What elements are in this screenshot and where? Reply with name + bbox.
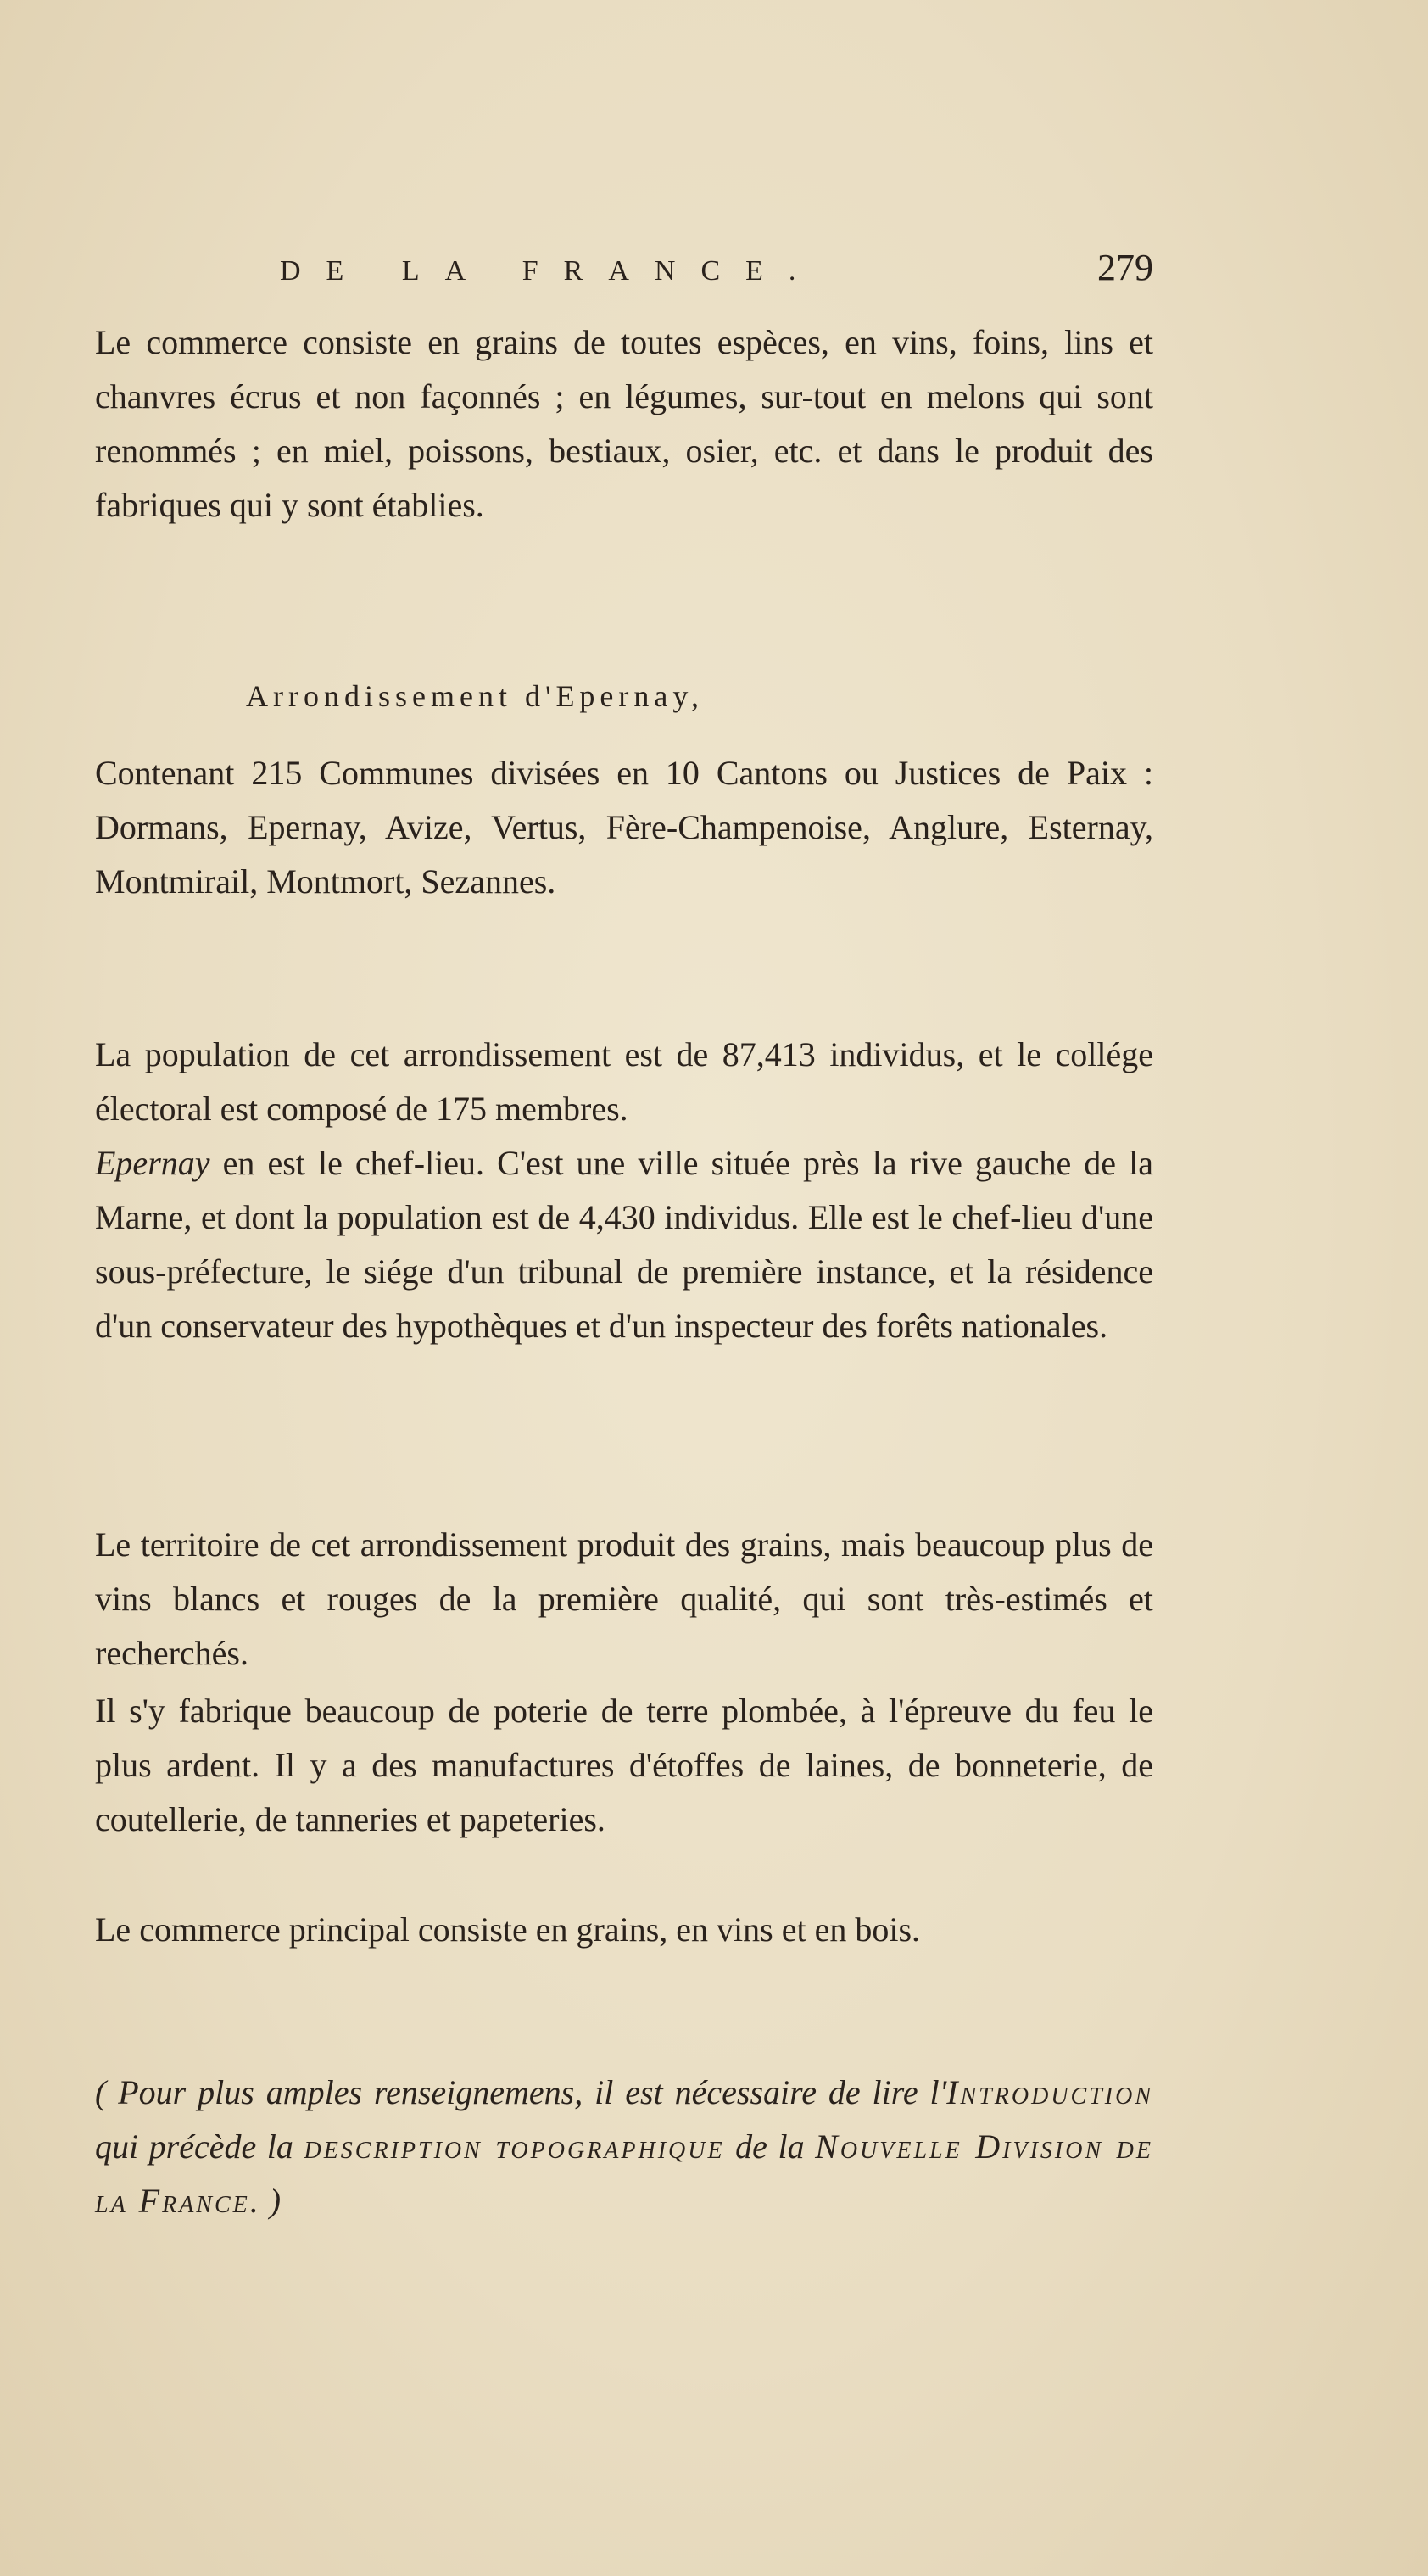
- note-division: Nouvelle Division de la France.: [95, 2127, 1154, 2220]
- paragraph-commerce: Le commerce consiste en grains de toutes espèces, en vins, foins, lins et chanvres écrus et non façonnés ; en légumes, sur-tout en melons qui sont renommés ; en miel, poissons, bestiaux, osier, etc. et dans le produit des fabriques qui y sont établies.: [95, 323, 1153, 524]
- paragraph-epernay: [95, 1136, 1153, 1353]
- note-text-3: de la: [724, 2127, 816, 2166]
- running-head: DE LA FRANCE.: [280, 255, 822, 287]
- page-number: 279: [1097, 247, 1153, 288]
- note-text-2: qui précède la: [95, 2127, 304, 2166]
- section-title: Arrondissement d'Epernay,: [246, 679, 705, 713]
- epernay-description: en est le chef-lieu. C'est une ville située près la rive gauche de la Marne, et dont la population est de 4,430 individus. Elle est le chef-lieu d'une sous-préfecture, le siége d'un tribunal de première instance, et la résidence d'un conservateur des hypothèques et d'un inspecteur des forêts nationales.: [95, 1144, 1153, 1345]
- note-introduction: Introduction: [946, 2073, 1153, 2111]
- paragraph-cantons: Contenant 215 Communes divisées en 10 Cantons ou Justices de Paix : Dormans, Epernay, Avize, Vertus, Fère-Champenoise, Anglure, Esternay, Montmirail, Montmort, Sezannes.: [95, 754, 1153, 900]
- note-text-1: ( Pour plus amples renseignemens, il est nécessaire de lire l': [95, 2073, 947, 2111]
- note-description: description topographique: [304, 2127, 725, 2166]
- note-end: ): [260, 2182, 282, 2220]
- paragraph-territory: Le territoire de cet arrondissement produit des grains, mais beaucoup plus de vins blancs et rouges de la première qualité, qui sont très-estimés et recherchés.: [95, 1525, 1153, 1672]
- paragraph-manufacture: Il s'y fabrique beaucoup de poterie de terre plombée, à l'épreuve du feu le plus ardent. Il y a des manufactures d'étoffes de laines, de bonneterie, de coutellerie, de tanneries et papeteries.: [95, 1692, 1153, 1838]
- paragraph-trade: Le commerce principal consiste en grains, en vins et en bois.: [95, 1910, 921, 1949]
- paragraph-population: La population de cet arrondissement est de 87,413 individus, et le collége électoral est composé de 175 membres.: [95, 1035, 1153, 1128]
- page-header: [280, 246, 1153, 289]
- reference-note: [95, 2066, 1153, 2228]
- epernay-name: Epernay: [95, 1144, 210, 1182]
